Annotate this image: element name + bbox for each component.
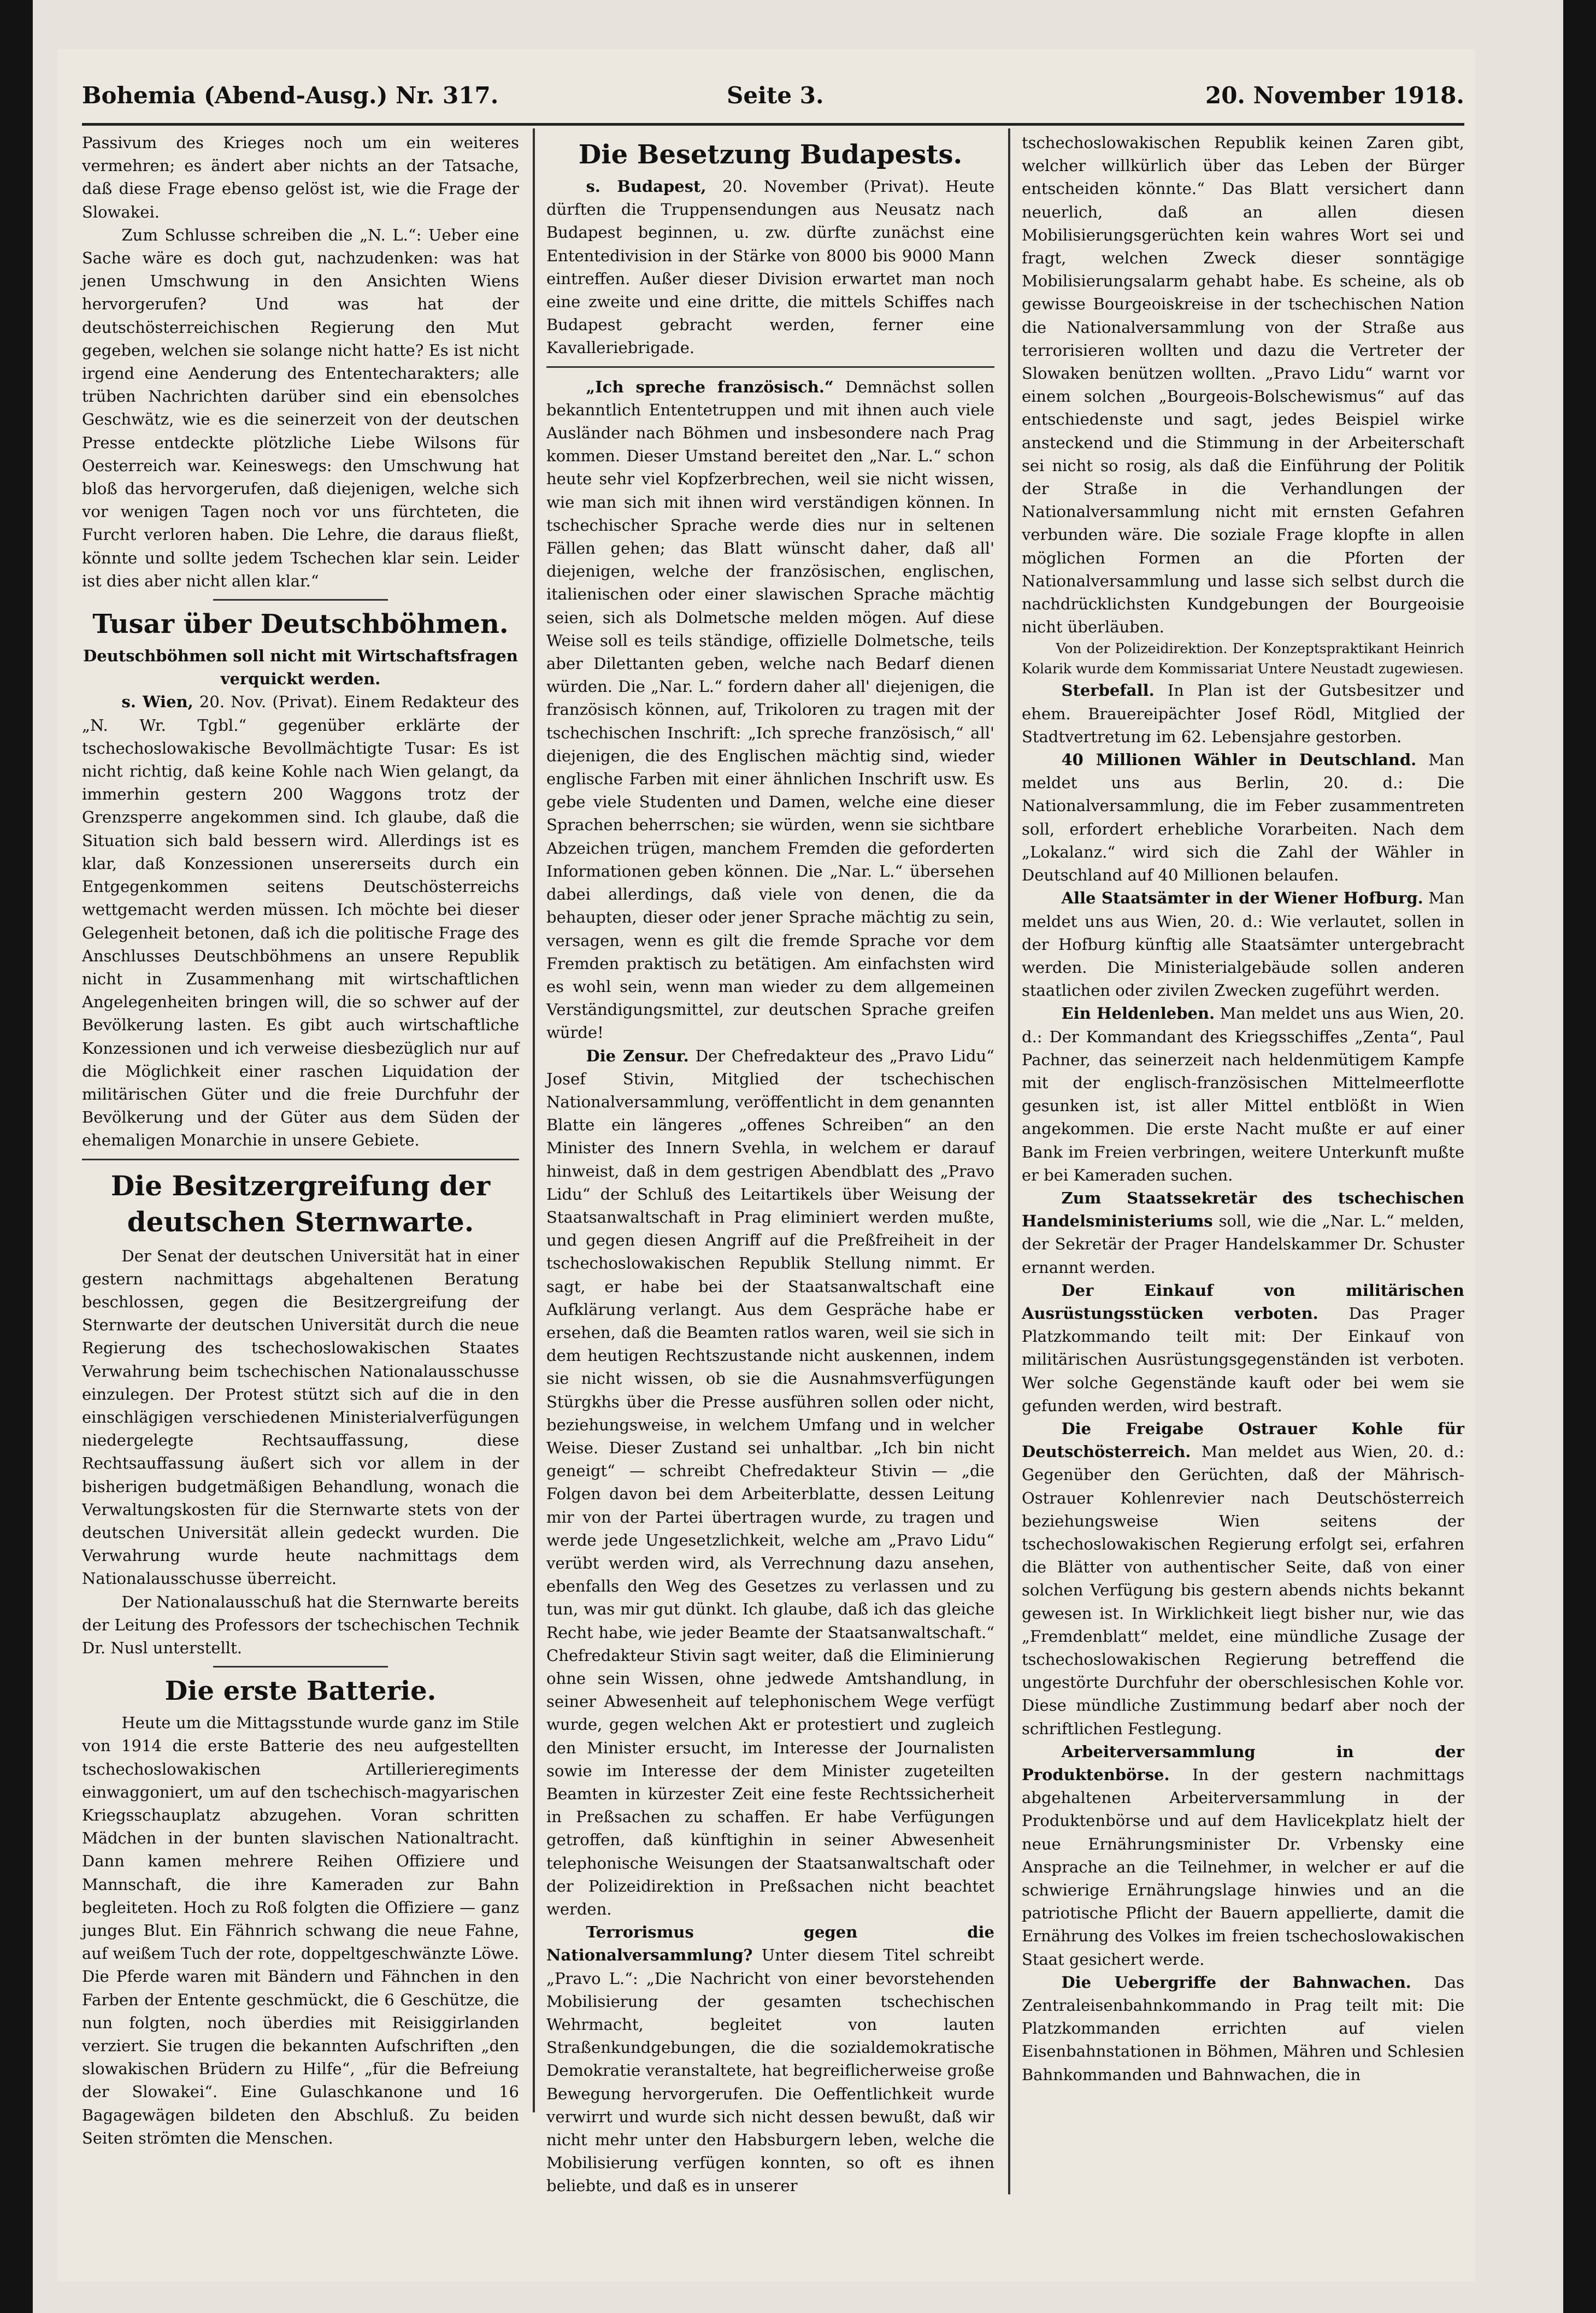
headline-batterie: Die erste Batterie. [164,1676,437,1707]
divider [213,599,388,601]
article-body: Man meldet uns aus Berlin, 20. d.: Die Nationalversammlung, die im Feber zusammentreten soll, erfordert erhebliche Vorarbeiten. Nach dem „Lokalanz.“ wird sich die Zahl der Wähler in Deutschland auf 40 Millionen belaufen. [1022,750,1464,885]
article-body: Der Chefredakteur des „Pravo Lidu“ Josef Stivin, Mitglied der tschechischen Nationalversammlung, veröffentlicht in dem genannten Blatte ein längeres „offenes Schreiben“ an den Minister des Innern Svehla, in welchem er darauf hinweist, daß in dem gestrigen Abendblatt des „Pravo Lidu“ der Schluß des Leitartikels über Weisung der Staatsanwaltschaft in Prag eliminiert werden mußte, und gegen diesen Angriff auf die Preßfreiheit in der tschechoslowakischen Republik Stellung nimmt. Er sagt, er habe bei der Staatsanwaltschaft eine Aufklärung verlangt. Aus dem Gespräche habe er ersehen, daß die Beamten ratlos waren, weil sie sich in dem heutigen Rechtszustande nicht auskennen, indem sie nicht wissen, ob sie die Ausnahmsverfügungen Stürgkhs über die Presse ausführen sollen oder nicht, beziehungsweise, in welchem Umfang und in welcher Weise. Dieser Zustand sei unhaltbar. „Ich bin nicht geneigt“ — schreibt Chefredakteur Stivin — „die Folgen davon bei dem Arbeiterblatte, dessen Leitung mir von der Partei übertragen wurde, zu tragen und werde jede Ungesetzlichkeit, welche am „Pravo Lidu“ verübt werden wird, als Verrechnung dazu ansehen, ebenfalls den Weg des Gesetzes zu verlassen und zu tun, was mir gut dünkt. Ich glaube, daß ich das gleiche Recht habe, wie jeder Beamte der Staatsanwaltschaft.“ Chefredakteur Stivin sagt weiter, daß die Eliminierung ohne sein Wissen, ohne jedwede Amtshandlung, in seiner Abwesenheit auf telephonischem Wege verfügt wurde, gegen welchen Akt er protestiert und zugleich den Minister ersucht, im Interesse der Journalisten sowie im Interesse der dem Minister zugeteilten Beamten in kürzester Zeit eine feste Rechtssicherheit in Preßsachen zu schaffen. Er habe Verfügungen getroffen, daß künftighin in seiner Abwesenheit telephonische Weisungen der Staatsanwaltschaft oder der Polizeidirektion in Preßsachen nicht beachtet werden. [546,1046,994,1919]
dateline: s. Wien, [121,692,193,712]
subheadline: Deutschböhmen soll nicht mit Wirtschaftsfragen verquickt werden. [83,647,518,689]
article-lead: Sterbefall. [1061,681,1155,700]
article-text [1022,679,1464,748]
column-separator [1008,128,1010,2194]
article-text [546,175,994,360]
article-text: tschechoslowakischen Republik keinen Zaren gibt, welcher willkürlich über das Leben der Bürger entscheiden könnte.“ Das Blatt versichert dann neuerlich, daß an allen diesen Mobilisierungsgerüchten kein wahres Wort sei und fragt, welchen Zweck dieser sonntägige Mobilisierungsalarm gehabt habe. Es scheine, als ob gewisse Bourgeoiskreise in der tschechischen Nation die Nationalversammlung von der Straße aus terrorisieren wollten und dazu die Vertreter der Slowaken benützen wollten. „Pravo Lidu“ warnt vor einem solchen „Bourgeois-Bolschewismus“ auf das entschiedenste und sagt, jedes Beispiel wirke ansteckend und die Stimmung in der Arbeiterschaft sei nicht so rosig, als daß die Einführung der Politik der Straße in die Verhandlungen der Nationalversammlung nicht mit ernsten Gefahren verbunden wäre. Die soziale Frage klopfte in allen möglichen Formen an die Pforten der Nationalversammlung und lasse sich selbst durch die nachdrücklichsten Kundgebungen der Bourgeoisie nicht überläuben. [1022,133,1464,637]
column-3 [1022,131,1464,2246]
article-text [1022,1279,1464,1417]
article-text [1022,1187,1464,1279]
article-body: Das Prager Platzkommando teilt mit: Der Einkauf von militärischen Ausrüstungsgegenständen ist verboten. Wer solche Gegenstände kauft oder bei wem sie gefunden werden, wird bestraft. [1022,1304,1464,1415]
scan-left-edge [0,0,33,2313]
article-text [1022,887,1464,1002]
article-text: Passivum des Krieges noch um ein weiteres vermehren; es ändert aber nichts an der Tatsache, daß diese Frage ebenso gelöst ist, wie die Frage der Slowakei. [82,133,519,221]
header-masthead: Bohemia (Abend-Ausg.) Nr. 317. [82,82,499,109]
article-text [546,1044,994,1921]
divider [546,366,994,368]
column-1 [82,131,519,2263]
article-text [82,690,519,1152]
notice-text: Von der Polizeidirektion. Der Konzeptspraktikant Heinrich Kolarik wurde dem Kommissariat Untere Neustadt zugewiesen. [1022,641,1464,677]
article-text: Heute um die Mittagsstunde wurde ganz im Stile von 1914 die erste Batterie des neu aufgestellten tschechoslowakischen Artillerieregiments einwaggoniert, um auf den tschechisch-magyarischen Kriegsschauplatz abzugehen. Voran schritten Mädchen in der bunten slavischen Nationaltracht. Dann kamen mehrere Reihen Offiziere und Mannschaft, die ihre Kameraden zur Bahn begleiteten. Hoch zu Roß folgten die Offiziere — ganz junges Blut. Ein Fähnrich schwang die neue Fahne, auf weißem Tuch der rote, doppeltgeschwänzte Löwe. Die Pferde waren mit Bändern und Fähnchen in den Farben der Entente geschmückt, die 6 Geschütze, die nun folgten, noch überdies mit Reisiggirlanden verziert. Sie trugen die bekannten Aufschriften „den slowakischen Brüdern zu Hilfe“, „für die Befreiung der Slowakei“. Eine Gulaschkanone und 16 Bagagewägen bildeten den Abschluß. Zu beiden Seiten strömten die Menschen. [82,1713,519,2147]
article-body: Man meldet uns aus Wien, 20. d.: Wie verlautet, sollen in der Hofburg künftig alle Staatsämter untergebracht werden. Die Ministerialgebäude sollen anderen staatlichen oder zivilen Zwecken zugeführt werden. [1022,889,1464,1000]
article-lead: Die Uebergriffe der Bahnwachen. [1061,1972,1411,1992]
article-text: Der Senat der deutschen Universität hat in einer gestern nachmittags abgehaltenen Beratung beschlossen, gegen die Besitzergreifung der Sternwarte der deutschen Universität durch die neue Regierung des tschechoslowakischen Staates Verwahrung beim tschechischen Nationalausschusse einzulegen. Der Protest stützt sich auf die in den einschlägigen verschiedenen Ministerialverfügungen niedergelegte Rechtsauffassung, diese Rechtsauffassung äußert sich vor allem in der bisherigen budgetmäßigen Behandlung, wonach die Verwaltungskosten für die Sternwarte stets von der deutschen Universität allein gedeckt wurden. Die Verwahrung wurde heute nachmittags dem Nationalausschusse überreicht. [82,1246,519,1588]
article-lead: Ein Heldenleben. [1061,1004,1215,1023]
scan-right-edge [1563,0,1596,2313]
dateline: s. Budapest, [586,177,706,196]
article-lead: Die Zensur. [586,1046,689,1065]
article-body: 20. November (Privat). Heute dürften die Truppensendungen aus Neusatz nach Budapest beginnen, u. zw. dürfte zunächst eine Ententedivision in der Stärke von 8000 bis 9000 Mann eintreffen. Außer dieser Division erwartet man noch eine zweite und eine dritte, die mittels Schiffes nach Budapest gebracht werden, ferner eine Kavalleriebrigade. [546,177,995,357]
article-lead: Der Einkauf von militärischen Ausrüstungsstücken verboten. [1022,1281,1464,1323]
headline-sternwarte: Die Besitzergreifung der deutschen Sternwarte. [110,1169,491,1238]
article-lead: Die Freigabe Ostrauer Kohle für Deutschösterreich. [1022,1419,1464,1461]
article-text [1022,748,1464,887]
page-header [82,82,1464,120]
article-body: In der gestern nachmittags abgehaltenen Arbeiterversammlung in der Produktenbörse und auf dem Havlicekplatz hielt der neue Ernährungsminister Dr. Vrbensky eine Ansprache an die Teilnehmer, in welcher er auf die schwierige Ernährungslage hinwies und an die patriotische Pflicht der Bauern appellierte, damit die Ernährung des Volkes im freien tschechoslowakischen Staat gesichert werde. [1022,1765,1464,1969]
article-text [1022,1417,1464,1740]
header-date: 20. November 1918. [1205,82,1464,109]
article-body: Demnächst sollen bekanntlich Ententetruppen und mit ihnen auch viele Ausländer nach Böhmen und insbesondere nach Prag kommen. Dieser Umstand bereitet den „Nar. L.“ schon heute sehr viel Kopfzerbrechen, weil sie nicht wissen, wie man sich mit ihnen wird verständigen können. In tschechischer Sprache werde dies nur in seltenen Fällen gehen; das Blatt wünscht daher, daß all' diejenigen, welche der französischen, englischen, italienischen oder einer slawischen Sprache mächtig seien, sich als Dolmetsche melden mögen. Auf diese Weise soll es teils ständige, offizielle Dolmetsche, teils aber Dilettanten geben, welche nach Bedarf dienen würden. Die „Nar. L.“ fordern daher all' diejenigen, die französisch können, auf, Trikoloren zu tragen mit der tschechischen Inschrift: „Ich spreche französisch,“ all' diejenigen, die des Englischen mächtig sind, wieder englische Farben mit einer ähnlichen Inschrift usw. Es gebe viele Studenten und Damen, welche eine dieser Sprachen beherrschen; sie würden, wenn sie sichtbare Abzeichen trügen, manchem Fremden die geforderten Informationen geben können. Die „Nar. L.“ übersehen dabei allerdings, daß viele von denen, die da behaupten, dieser oder jener Sprache mächtig zu sein, versagen, wenn es gilt die fremde Sprache vor dem Fremden praktisch zu betätigen. Am einfachsten wird es wohl sein, wenn man wieder zu dem allgemeinen Verständigungsmittel, zur deutschen Sprache greifen würde! [546,377,994,1042]
article-text [1022,1740,1464,1971]
article-body: Man meldet uns aus Wien, 20. d.: Der Kommandant des Kriegsschiffes „Zenta“, Paul Pachner, das seinerzeit nach heldenmütigem Kampfe mit der englisch-französischen Mittelmeerflotte gesunken ist, ist aller Mittel entblößt in Wien angekommen. Die erste Nacht mußte er auf einer Bank im Freien verbringen, weitere Unterkunft mußte er bei Kameraden suchen. [1022,1004,1465,1184]
article-lead: Zum Staatssekretär des tschechischen Handelsministeriums [1022,1188,1464,1231]
header-rule [82,123,1464,126]
article-body: Das Zentraleisenbahnkommando in Prag teilt mit: Die Platzkommanden errichten auf vielen Eisenbahnstationen in Böhmen, Mähren und Schlesien Bahnkommanden und Bahnwachen, die in [1022,1972,1464,2084]
article-lead: Alle Staatsämter in der Wiener Hofburg. [1061,889,1423,908]
divider [213,1666,388,1668]
article-lead: Terrorismus gegen die Nationalversammlung? [546,1923,994,1965]
column-separator [533,128,535,2112]
article-text: Der Nationalausschuß hat die Sternwarte bereits der Leitung des Professors der tschechischen Technik Dr. Nusl unterstellt. [82,1592,519,1657]
article-lead: 40 Millionen Wähler in Deutschland. [1061,750,1417,770]
article-body: Unter diesem Titel schreibt „Pravo L.“: „Die Nachricht von einer bevorstehenden Mobilisierung der gesamten tschechischen Wehrmacht, begleitet von lauten Straßenkundgebungen, die die sozialdemokratische Demokratie veranstaltete, hat begreiflicherweise große Bewegung hervorgerufen. Die Oeffentlichkeit wurde verwirrt und wurde sich nicht dessen bewußt, daß wir nicht mehr unter den Habsburgern leben, welche die Mobilisierung verfügen konnten, so oft es ihnen beliebte, und daß es in unserer [546,1946,994,2195]
article-body: soll, wie die „Nar. L.“ melden, der Sekretär der Prager Handelskammer Dr. Schuster ernannt werden. [1022,1212,1464,1277]
header-page-number: Seite 3. [727,82,824,109]
article-body: Man meldet aus Wien, 20. d.: Gegenüber den Gerüchten, daß der Mährisch-Ostrauer Kohlenrevier nach Deutschösterreich beziehungsweise Wien seitens der tschechoslowakischen Regierung erfolgt sei, erfahren die Blätter von authentischer Seite, daß von einer solchen Verfügung bis gestern abends nichts bekannt gewesen ist. In Wirklichkeit liegt bisher nur, wie das „Fremdenblatt“ meldet, eine mündliche Zusage der tschechoslowakischen Regierung betreffend die ungestörte Durchfuhr der oberschlesischen Kohle vor. Diese mündliche Zustimmung bedarf aber noch der schriftlichen Festlegung. [1022,1442,1464,1738]
headline-tusar: Tusar über Deutschböhmen. [92,609,509,640]
article-body: In Plan ist der Gutsbesitzer und ehem. Brauereipächter Josef Rödl, Mitglied der Stadtvertretung im 62. Lebensjahre gestorben. [1022,681,1464,746]
column-2 [546,131,995,2195]
article-body: 20. Nov. (Privat). Einem Redakteur des „N. Wr. Tgbl.“ gegenüber erklärte der tschechoslowakische Bevollmächtigte Tusar: Es ist nicht richtig, daß keine Kohle nach Wien gelangt, da immerhin gestern 200 Waggons trotz der Grenzsperre angekommen sind. Ich glaube, daß die Situation sich bald bessern wird. Allerdings ist es klar, daß Konzessionen unsererseits durch ein Entgegenkommen seitens Deutschösterreichs wettgemacht werden müssen. Ich möchte bei dieser Gelegenheit betonen, daß ich die politische Frage des Anschlusses Deutschböhmens an unsere Republik nicht in Zusammenhang mit wirtschaftlichen Angelegenheiten bringen will, die so schwer auf der Bevölkerung lasten. Es gibt auch wirtschaftliche Konzessionen und ich verweise diesbezüglich nur auf die Möglichkeit einer raschen Liquidation der militärischen Güter und die freie Durchfuhr der Bevölkerung und der Güter aus dem Süden der ehemaligen Monarchie in unsere Gebiete. [82,692,520,1150]
article-text [1022,1002,1464,1187]
article-text: Zum Schlusse schreiben die „N. L.“: Ueber eine Sache wäre es doch gut, nachzudenken: was hat jenen Umschwung in den Ansichten Wiens hervorgerufen? Und was hat der deutschösterreichischen Regierung den Mut gegeben, welchen sie solange nicht hatte? Es ist nicht irgend eine Aenderung des Ententecharakters; alle trüben Nachrichten darüber sind ein ebensolches Geschwätz, wie es die seinerzeit von der deutschen Presse entdeckte plötzliche Liebe Wilsons für Oesterreich war. Keineswegs: den Umschwung hat bloß das hervorgerufen, daß diejenigen, welche sich vor wenigen Tagen noch vor uns fürchteten, die Furcht verloren haben. Die Lehre, die daraus fließt, könnte und sollte jedem Tschechen klar sein. Leider ist dies aber nicht allen klar.“ [82,225,519,590]
article-text [546,1921,994,2197]
headline-budapest: Die Besetzung Budapests. [578,139,963,170]
article-text [1022,1971,1464,2086]
divider [82,1159,519,1160]
article-lead: „Ich spreche französisch.“ [586,377,834,396]
article-lead: Arbeiterversammlung in der Produktenbörse. [1022,1742,1464,1784]
article-text [546,375,994,1044]
